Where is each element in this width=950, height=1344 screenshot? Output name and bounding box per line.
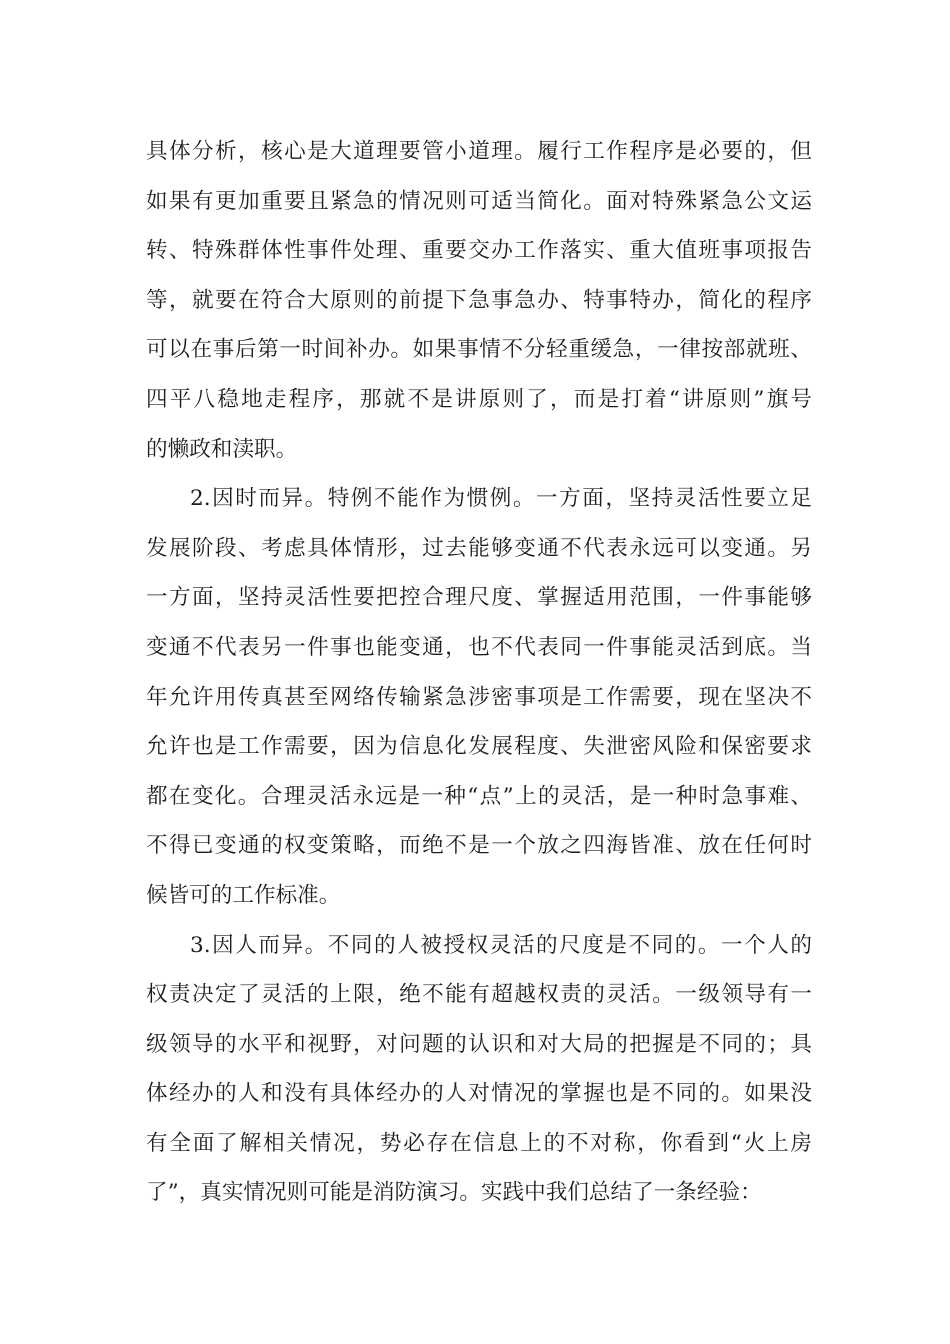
text-line: 候皆可的工作标准。 — [146, 882, 341, 908]
text-line: 如果有更加重要且紧急的情况则可适当简化。面对特殊紧急公文运 — [146, 188, 812, 214]
text-line: 权责决定了灵活的上限，绝不能有超越权责的灵活。一级领导有一 — [146, 982, 812, 1008]
text-line: 等，就要在符合大原则的前提下急事急办、特事特办，简化的程序 — [146, 287, 812, 313]
text-line: 了”，真实情况则可能是消防演习。实践中我们总结了一条经验： — [146, 1180, 762, 1206]
para-2-time — [146, 474, 812, 920]
text-line: 可以在事后第一时间补办。如果事情不分轻重缓急，一律按部就班、 — [146, 337, 812, 363]
text-line: 有全面了解相关情况，势必存在信息上的不对称，你看到“火上房 — [146, 1130, 812, 1156]
text-line: 转、特殊群体性事件处理、重要交办工作落实、重大值班事项报告 — [146, 238, 812, 264]
text-line: 发展阶段、考虑具体情形，过去能够变通不代表永远可以变通。另 — [146, 535, 812, 561]
text-line: 2.因时而异。特例不能作为惯例。一方面，坚持灵活性要立足 — [190, 486, 812, 512]
para-3-person — [146, 921, 812, 1219]
text-line: 年允许用传真甚至网络传输紧急涉密事项是工作需要，现在坚决不 — [146, 684, 812, 710]
text-line: 都在变化。合理灵活永远是一种“点”上的灵活，是一种时急事难、 — [146, 783, 812, 809]
text-line: 的懒政和渎职。 — [146, 436, 298, 462]
text-line: 3.因人而异。不同的人被授权灵活的尺度是不同的。一个人的 — [190, 932, 812, 958]
para-continuation — [146, 127, 812, 474]
text-line: 四平八稳地走程序，那就不是讲原则了，而是打着“讲原则”旗号 — [146, 386, 812, 412]
text-line: 允许也是工作需要，因为信息化发展程度、失泄密风险和保密要求 — [146, 734, 812, 760]
text-line: 变通不代表另一件事也能变通，也不代表同一件事能灵活到底。当 — [146, 634, 812, 660]
text-line: 一方面，坚持灵活性要把控合理尺度、掌握适用范围，一件事能够 — [146, 585, 812, 611]
text-line: 体经办的人和没有具体经办的人对情况的掌握也是不同的。如果没 — [146, 1081, 812, 1107]
text-line: 不得已变通的权变策略，而绝不是一个放之四海皆准、放在任何时 — [146, 833, 812, 859]
document-body — [146, 127, 812, 1218]
text-line: 级领导的水平和视野，对问题的认识和对大局的把握是不同的；具 — [146, 1031, 812, 1057]
text-line: 具体分析，核心是大道理要管小道理。履行工作程序是必要的，但 — [146, 139, 812, 164]
